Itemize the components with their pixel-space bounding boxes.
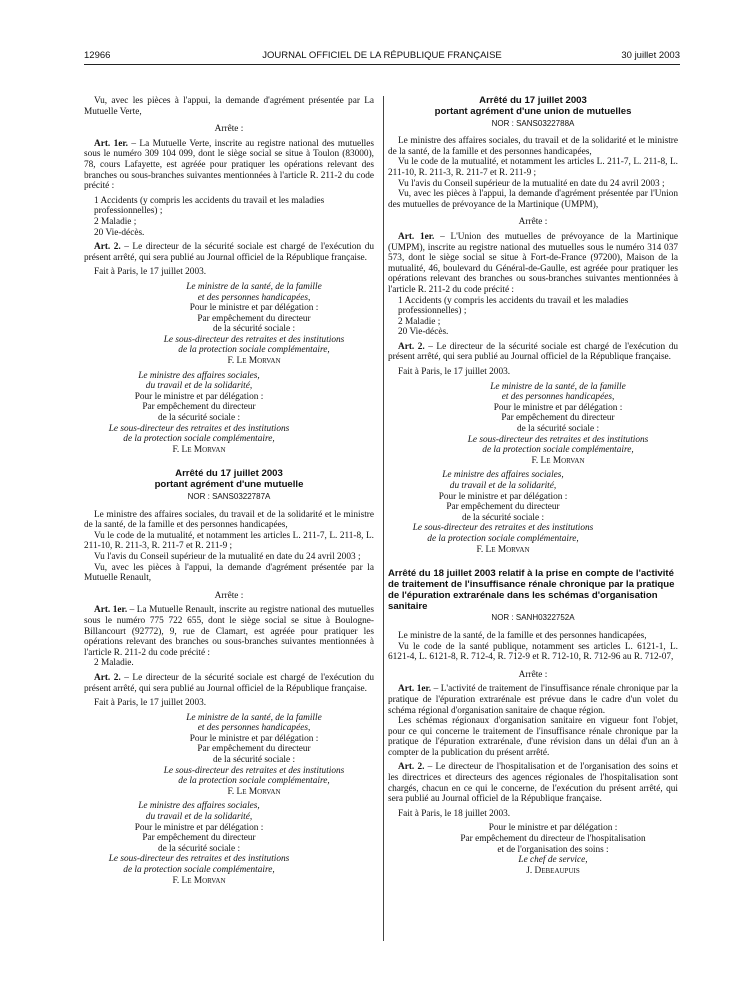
decree3-nor: NOR : SANS0322788A <box>491 118 575 128</box>
sig-line: Pour le ministre et par délégation : <box>493 402 623 413</box>
right-column <box>388 96 678 876</box>
sig-line: Le ministre de la santé, de la famille <box>186 712 322 723</box>
decree4-article2 <box>388 762 678 804</box>
decree1-branches <box>84 196 374 238</box>
sig-line: du travail et de la solidarité, <box>145 381 253 392</box>
decree3-title-2: portant agrément d'une union de mutuelles <box>434 105 632 117</box>
branch-item: 2 Maladie ; <box>94 216 137 227</box>
sig-line: Pour le ministre et par délégation : <box>189 303 319 314</box>
sig-line: et des personnes handicapées, <box>197 723 311 734</box>
branch-item: 1 Accidents (y compris les accidents du travail et les maladies professionnelles) ; <box>398 295 629 317</box>
signatory-name: J. Debeaupuis <box>526 865 580 876</box>
article-text: – Le directeur de la sécurité sociale est chargé de l'exécution du présent arrêté, qui sera publié au Journal officiel de la République française. <box>84 672 374 694</box>
sig-line: Le sous-directeur des retraites et des institutions <box>163 334 345 345</box>
sig-line: de la sécurité sociale : <box>461 512 545 523</box>
page-number: 12966 <box>84 50 111 61</box>
sig-line: Pour le ministre et par délégation : <box>134 391 264 402</box>
decree4-signature <box>388 823 678 876</box>
decree3-article2 <box>388 342 678 363</box>
sig-line: de la protection sociale complémentaire, <box>178 776 330 787</box>
sig-line: et de l'organisation des soins : <box>497 844 609 855</box>
sig-line: Par empêchement du directeur <box>446 502 560 513</box>
decree4-arrete: Arrête : <box>518 669 548 680</box>
sig-line: Par empêchement du directeur <box>142 833 256 844</box>
sig-line: Par empêchement du directeur <box>197 744 311 755</box>
left-column <box>84 96 374 886</box>
signatory-name: F. Le Morvan <box>227 786 281 797</box>
sig-line: Le ministre des affaires sociales, <box>138 801 260 812</box>
decree3-article1 <box>388 232 678 296</box>
decree2-title-1: Arrêté du 17 juillet 2003 <box>175 468 283 480</box>
sig-line: Pour le ministre et par délégation : <box>134 822 264 833</box>
branch-item: 20 Vie-décès. <box>398 327 449 338</box>
issue-date: 30 juillet 2003 <box>621 50 680 61</box>
sig-line: Par empêchement du directeur <box>501 413 615 424</box>
decree3-p4: Vu, avec les pièces à l'appui, la demande d'agrément présentée par l'Union des mutuelles de prévoyance de la Martinique (UMPM), <box>388 189 678 210</box>
article-text: – Le directeur de la sécurité sociale est chargé de l'exécution du présent arrêté, qui sera publié au Journal officiel de la République française. <box>84 242 374 263</box>
journal-title: JOURNAL OFFICIEL DE LA RÉPUBLIQUE FRANÇAISE <box>262 50 502 61</box>
decree1-article1 <box>84 139 374 192</box>
sig-line: de la protection sociale complémentaire, <box>178 345 330 356</box>
decree4-p1: Le ministre de la santé, de la famille et des personnes handicapées, <box>398 630 647 641</box>
sig-line: de la sécurité sociale : <box>516 424 600 435</box>
decree1-signature-1 <box>84 282 374 367</box>
sig-line: Pour le ministre et par délégation : <box>189 733 319 744</box>
article-label: Art. 1er. <box>94 605 128 616</box>
signatory-name: F. Le Morvan <box>227 356 281 367</box>
article-label: Art. 2. <box>398 341 425 352</box>
sig-line: Pour le ministre et par délégation : <box>438 491 568 502</box>
decree3-p3: Vu l'avis du Conseil supérieur de la mutualité en date du 24 avril 2003 ; <box>398 178 665 189</box>
decree3-branches <box>388 296 678 338</box>
sig-line: de la sécurité sociale : <box>157 843 241 854</box>
signatory-name: F. Le Morvan <box>531 455 585 466</box>
sig-line: Pour le ministre et par délégation : <box>488 823 618 834</box>
signatory-name: F. Le Morvan <box>476 544 530 555</box>
decree3-arrete: Arrête : <box>518 217 548 228</box>
decree4-fait: Fait à Paris, le 18 juillet 2003. <box>398 808 511 819</box>
article-text: – La Mutuelle Verte, inscrite au registre national des mutuelles sous le numéro 309 104 099, dont le siège social se situe à Toulon (83000), 78, cours Lafayette, est agréée pour pratiquer les opérations relevant des branches ou sous-branches suivantes mentionnées à l'article R. 211-2 du code précité : <box>84 138 374 192</box>
sig-line: Par empêchement du directeur <box>142 402 256 413</box>
decree4 <box>388 569 678 876</box>
decree2-article2 <box>84 673 374 694</box>
decree1-fait: Fait à Paris, le 17 juillet 2003. <box>94 267 207 278</box>
decree3-signature-2 <box>388 470 678 555</box>
decree3-fait: Fait à Paris, le 17 juillet 2003. <box>398 367 511 378</box>
sig-line: Le sous-directeur des retraites et des institutions <box>163 765 345 776</box>
decree4-article1 <box>388 684 678 716</box>
sig-line: et des personnes handicapées, <box>501 392 615 403</box>
decree2-fait: Fait à Paris, le 17 juillet 2003. <box>94 698 207 709</box>
article-text: – L'activité de traitement de l'insuffisance rénale chronique par la pratique de l'épuration extrarénale est prévue dans le cadre d'un volet du schéma régional d'organisation sanitaire de chaque région. <box>388 684 678 716</box>
sig-line: de la protection sociale complémentaire, <box>123 865 275 875</box>
signatory-name: F. Le Morvan <box>172 444 226 455</box>
page-header <box>84 50 680 65</box>
decree4-title: Arrêté du 18 juillet 2003 relatif à la prise en compte de l'activité de traitement de l'insuffisance rénale chronique par la pratique de l'épuration extrarénale dans les schémas d'organisation sanitaire <box>388 568 675 612</box>
sig-line: de la sécurité sociale : <box>212 324 296 335</box>
decree2-p3: Vu l'avis du Conseil supérieur de la mutualité en date du 24 avril 2003 ; <box>94 551 361 562</box>
sig-line: de la sécurité sociale : <box>157 413 241 424</box>
sig-line: Le chef de service, <box>518 855 588 866</box>
sig-line: Le ministre de la santé, de la famille <box>490 381 626 392</box>
branch-item: 20 Vie-décès. <box>94 227 145 238</box>
article-text: – L'Union des mutuelles de prévoyance de la Martinique (UMPM), inscrite au registre national des mutuelles sous le numéro 314 037 573, dont le siège social se situe à Fort-de-France (97200), Maison de la mutualité, 46, boulevard du Général-de-Gaulle, est agréée pour pratiquer les opérations relevant des branches ou sous-branches suivantes mentionnées à l'article R. 211-2 du code précité : <box>388 231 678 295</box>
article-label: Art. 1er. <box>398 231 435 242</box>
decree4-nor: NOR : SANH0322752A <box>491 613 575 623</box>
decree1-article2 <box>84 242 374 263</box>
decree1-signature-2 <box>84 371 374 456</box>
decree2-signature-2 <box>84 801 374 886</box>
decree3-title-1: Arrêté du 17 juillet 2003 <box>479 95 587 106</box>
decree2-p1: Le ministre des affaires sociales, du travail et de la solidarité et le ministre de la santé, de la famille et des personnes handicapées, <box>84 509 374 531</box>
article-label: Art. 2. <box>398 762 425 773</box>
article-label: Art. 1er. <box>94 138 129 149</box>
decree2-branch: 2 Maladie. <box>94 658 134 669</box>
decree4-p3: Les schémas régionaux d'organisation sanitaire en vigueur font l'objet, pour ce qui concerne le traitement de l'insuffisance rénale chronique par la pratique de l'épuration extrarénale, d'une révision dans un délai d'un an à compter de la publication du présent arrêté. <box>388 716 678 758</box>
decree3-p1: Le ministre des affaires sociales, du travail et de la solidarité et le ministre de la santé, de la famille et des personnes handicapées, <box>388 136 678 157</box>
sig-line: de la protection sociale complémentaire, <box>123 434 275 445</box>
decree2-p2: Vu le code de la mutualité, et notamment les articles L. 211-7, L. 211-8, L. 211-10, R. 211-3, R. 211-7 et R. 211-9 ; <box>84 530 374 552</box>
decree2 <box>84 469 374 886</box>
sig-line: Le sous-directeur des retraites et des institutions <box>108 854 290 865</box>
sig-line: du travail et de la solidarité, <box>145 812 253 823</box>
signatory-name: F. Le Morvan <box>172 875 226 886</box>
sig-line: Le ministre de la santé, de la famille <box>186 281 322 292</box>
column-divider <box>383 96 384 941</box>
article-label: Art. 1er. <box>398 684 432 695</box>
decree2-nor: NOR : SANS0322787A <box>187 492 271 501</box>
sig-line: Le sous-directeur des retraites et des institutions <box>467 434 649 445</box>
sig-line: du travail et de la solidarité, <box>449 481 557 491</box>
sig-line: Par empêchement du directeur <box>197 313 311 324</box>
sig-line: Le sous-directeur des retraites et des institutions <box>108 423 290 434</box>
article-text: – Le directeur de la sécurité sociale est chargé de l'exécution du présent arrêté, qui sera publié au Journal officiel de la République française. <box>388 341 678 363</box>
decree4-p2: Vu le code de la santé publique, notamment ses articles L. 6121-1, L. 6121-4, L. 6121-8, R. 712-4, R. 712-9 et R. 712-10, R. 712-96 au R. 712-07, <box>388 641 678 663</box>
decree1-arrete: Arrête : <box>214 124 244 135</box>
decree3-p2: Vu le code de la mutualité, et notamment les articles L. 211-7, L. 211-8, L. 211-10, R. 211-3, R. 211-7 et R. 211-9 ; <box>388 157 678 178</box>
sig-line: Le ministre des affaires sociales, <box>442 470 564 481</box>
sig-line: et des personnes handicapées, <box>197 292 311 303</box>
decree3-signature-1 <box>388 382 678 467</box>
article-text: – Le directeur de l'hospitalisation et de l'organisation des soins et les directrices et directeurs des agences régionales de l'hospitalisation sont chargés, chacun en ce qui le concerne, de l'exécution du présent arrêté, qui sera publié au Journal officiel de la République française. <box>388 762 678 805</box>
decree1-intro: Vu, avec les pièces à l'appui, la demande d'agrément présentée par La Mutuelle Verte, <box>84 96 374 117</box>
decree2-title-2: portant agrément d'une mutuelle <box>154 479 304 491</box>
decree2-arrete: Arrête : <box>214 590 244 601</box>
sig-line: de la sécurité sociale : <box>212 755 296 766</box>
decree2-signature-1 <box>84 713 374 798</box>
branch-item: 1 Accidents (y compris les accidents du travail et les maladies professionnelles) ; <box>94 195 325 217</box>
sig-line: Le sous-directeur des retraites et des institutions <box>412 523 594 534</box>
article-text: – La Mutuelle Renault, inscrite au registre national des mutuelles sous le numéro 775 722 655, dont le siège social se situe à Boulogne-Billancourt (92772), 9, rue de Clamart, est agréée pour pratiquer les opérations relevant des branches ou sous-branches suivantes mentionnées à l'article R. 211-2 du code précité : <box>84 605 374 658</box>
branch-item: 2 Maladie ; <box>398 316 441 327</box>
sig-line: de la protection sociale complémentaire, <box>427 533 579 544</box>
article-label: Art. 2. <box>94 672 121 683</box>
decree2-article1 <box>84 605 374 658</box>
sig-line: de la protection sociale complémentaire, <box>482 445 634 456</box>
sig-line: Par empêchement du directeur de l'hospitalisation <box>460 834 646 845</box>
decree2-p4: Vu, avec les pièces à l'appui, la demande d'agrément présentée par la Mutuelle Renault, <box>84 562 374 584</box>
sig-line: Le ministre des affaires sociales, <box>138 370 260 381</box>
article-label: Art. 2. <box>94 242 121 253</box>
